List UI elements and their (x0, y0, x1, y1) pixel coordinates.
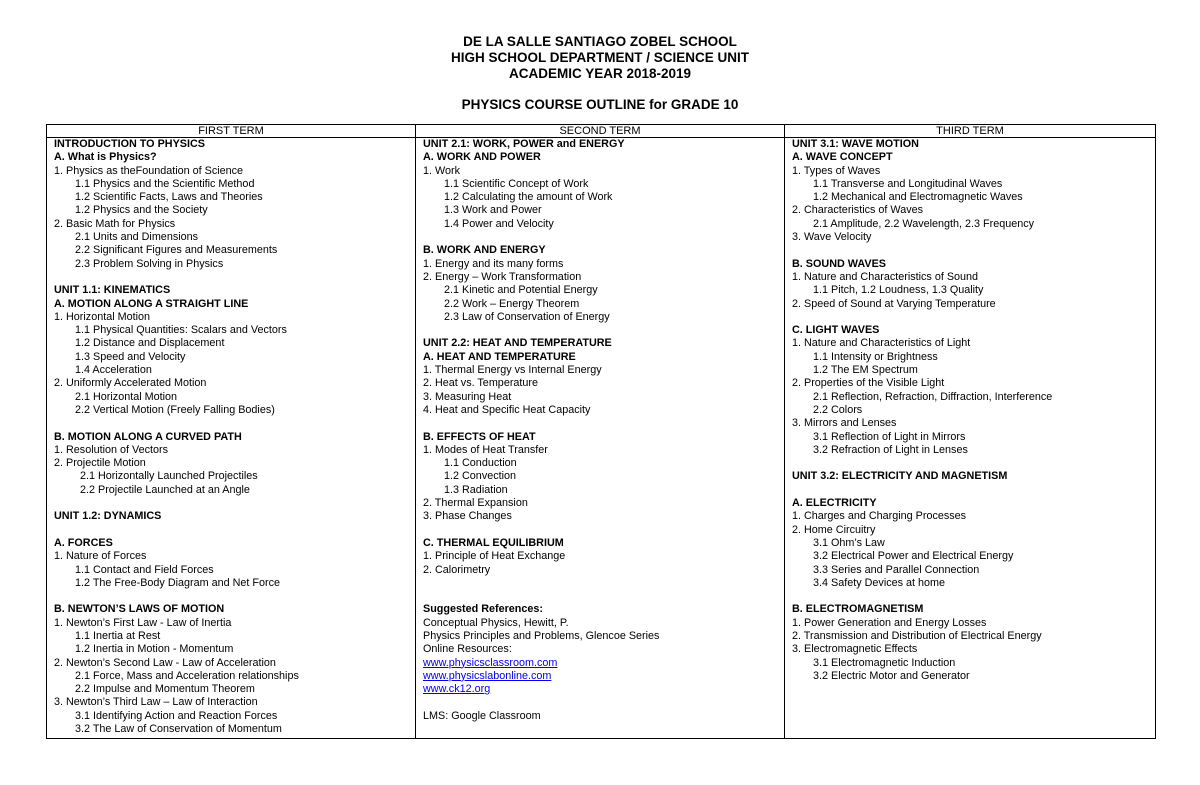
section-heading: A. WAVE CONCEPT (792, 151, 893, 164)
resource-link[interactable]: www.physicslabonline.com (423, 669, 552, 682)
section-heading: UNIT 3.2: ELECTRICITY AND MAGNETISM (792, 470, 1008, 483)
outline-line: 2. Thermal Expansion (423, 497, 528, 510)
subtopic-line: 1.3 Work and Power (444, 204, 542, 217)
subtopic-line: 2.1 Horizontally Launched Projectiles (80, 470, 258, 483)
outline-line: Online Resources: (423, 643, 512, 656)
outline-line: 4. Heat and Specific Heat Capacity (423, 403, 591, 416)
outline-line: 3. Electromagnetic Effects (792, 643, 918, 656)
subtopic-line: 2.1 Kinetic and Potential Energy (444, 284, 598, 297)
course-title: PHYSICS COURSE OUTLINE for GRADE 10 (461, 97, 739, 112)
subtopic-line: 1.4 Acceleration (75, 364, 152, 377)
spacer (792, 590, 1155, 603)
subtopic-line: 1.2 Scientific Facts, Laws and Theories (75, 191, 263, 204)
subtopic-line: 1.1 Contact and Field Forces (75, 563, 214, 576)
subtopic-line: 3.4 Safety Devices at home (813, 576, 946, 589)
section-heading: UNIT 2.2: HEAT AND TEMPERATURE (423, 337, 612, 350)
outline-line: 3. Wave Velocity (792, 231, 872, 244)
section-heading: A. HEAT AND TEMPERATURE (423, 350, 576, 363)
subtopic-line: 1.2 The Free-Body Diagram and Net Force (75, 576, 281, 589)
subtopic-line: 2.3 Problem Solving in Physics (75, 257, 224, 270)
subtopic-line: 1.1 Physics and the Scientific Method (75, 177, 255, 190)
section-heading: B. ELECTROMAGNETISM (792, 603, 924, 616)
subtopic-line: 1.2 Calculating the amount of Work (444, 191, 613, 204)
spacer (54, 271, 415, 284)
outline-line: 1. Nature and Characteristics of Light (792, 337, 971, 350)
subtopic-line: 1.1 Scientific Concept of Work (444, 177, 589, 190)
subtopic-line: 3.2 Electric Motor and Generator (813, 669, 970, 682)
outline-line: 2. Projectile Motion (54, 457, 146, 470)
subtopic-line: 1.1 Conduction (444, 457, 517, 470)
subtopic-line: 1.4 Power and Velocity (444, 217, 554, 230)
outline-line: 1. Resolution of Vectors (54, 443, 169, 456)
subtopic-line: 3.1 Electromagnetic Induction (813, 656, 956, 669)
subtopic-line: 1.3 Speed and Velocity (75, 350, 186, 363)
academic-year: ACADEMIC YEAR 2018-2019 (508, 66, 692, 81)
spacer (792, 484, 1155, 497)
resource-link[interactable]: www.physicsclassroom.com (423, 656, 558, 669)
outline-line: 1. Power Generation and Energy Losses (792, 616, 987, 629)
spacer (423, 417, 784, 430)
outline-line: 3. Mirrors and Lenses (792, 417, 897, 430)
subtopic-line: 1.3 Radiation (444, 483, 508, 496)
first-term-content (47, 138, 416, 739)
school-name: DE LA SALLE SANTIAGO ZOBEL SCHOOL (463, 34, 737, 49)
section-heading: A. WORK AND POWER (423, 151, 541, 164)
outline-line: Physics Principles and Problems, Glencoe Series (423, 629, 660, 642)
spacer (54, 590, 415, 603)
resource-link[interactable]: www.ck12.org (423, 683, 491, 696)
spacer (792, 457, 1155, 470)
outline-line: 2. Heat vs. Temperature (423, 377, 539, 390)
third-term-content (785, 138, 1156, 739)
outline-line: 2. Transmission and Distribution of Electrical Energy (792, 629, 1042, 642)
section-heading: B. MOTION ALONG A CURVED PATH (54, 430, 242, 443)
subtopic-line: 3.2 Electrical Power and Electrical Energy (813, 550, 1014, 563)
outline-line: 2. Properties of the Visible Light (792, 377, 945, 390)
section-heading: Suggested References: (423, 603, 544, 616)
spacer (423, 696, 784, 709)
outline-line: 1. Modes of Heat Transfer (423, 443, 548, 456)
outline-line: 2. Uniformly Accelerated Motion (54, 377, 207, 390)
outline-line: 3. Newton’s Third Law – Law of Interaction (54, 696, 258, 709)
section-heading: A. MOTION ALONG A STRAIGHT LINE (54, 297, 249, 310)
subtopic-line: 3.1 Reflection of Light in Mirrors (813, 430, 966, 443)
subtopic-line: 1.1 Physical Quantities: Scalars and Vectors (75, 324, 287, 337)
section-heading: B. WORK AND ENERGY (423, 244, 546, 257)
first-term-heading: FIRST TERM (47, 125, 416, 138)
third-term-heading: THIRD TERM (785, 125, 1156, 138)
outline-line: 1. Energy and its many forms (423, 257, 564, 270)
outline-line: 2. Calorimetry (423, 563, 491, 576)
subtopic-line: 1.1 Pitch, 1.2 Loudness, 1.3 Quality (813, 284, 984, 297)
outline-line: LMS: Google Classroom (423, 709, 541, 722)
outline-line: 1. Physics as theFoundation of Science (54, 164, 244, 177)
subtopic-line: 2.2 Work – Energy Theorem (444, 297, 580, 310)
section-heading: UNIT 1.2: DYNAMICS (54, 510, 162, 523)
section-heading: B. SOUND WAVES (792, 257, 886, 270)
section-heading: C. THERMAL EQUILIBRIUM (423, 536, 564, 549)
spacer (792, 311, 1155, 324)
spacer (792, 244, 1155, 257)
subtopic-line: 3.1 Identifying Action and Reaction Forces (75, 709, 278, 722)
subtopic-line: 2.3 Law of Conservation of Energy (444, 310, 610, 323)
subtopic-line: 1.1 Inertia at Rest (75, 629, 161, 642)
subtopic-line: 1.2 Inertia in Motion - Momentum (75, 643, 234, 656)
spacer (423, 590, 784, 603)
subtopic-line: 3.2 Refraction of Light in Lenses (813, 443, 968, 456)
section-heading: INTRODUCTION TO PHYSICS (54, 138, 205, 150)
subtopic-line: 2.2 Projectile Launched at an Angle (80, 483, 250, 496)
outline-line: 2. Speed of Sound at Varying Temperature (792, 297, 996, 310)
subtopic-line: 2.2 Significant Figures and Measurements (75, 244, 278, 257)
term-content-row (47, 138, 1156, 739)
section-heading: UNIT 3.1: WAVE MOTION (792, 138, 919, 150)
section-heading: A. FORCES (54, 536, 113, 549)
section-heading: B. EFFECTS OF HEAT (423, 430, 536, 443)
spacer (54, 497, 415, 510)
spacer (423, 577, 784, 590)
outline-line: 1. Work (423, 164, 460, 177)
second-term-heading: SECOND TERM (416, 125, 785, 138)
subtopic-line: 2.2 Colors (813, 403, 863, 416)
outline-line: Conceptual Physics, Hewitt, P. (423, 616, 569, 629)
subtopic-line: 2.1 Amplitude, 2.2 Wavelength, 2.3 Frequency (813, 217, 1035, 230)
outline-line: 2. Basic Math for Physics (54, 217, 176, 230)
outline-line: 1. Horizontal Motion (54, 310, 151, 323)
course-outline-table (46, 124, 1156, 739)
document-header (0, 34, 1200, 113)
spacer (54, 524, 415, 537)
outline-line: 2. Characteristics of Waves (792, 204, 924, 217)
subtopic-line: 1.2 Distance and Displacement (75, 337, 225, 350)
subtopic-line: 1.1 Intensity or Brightness (813, 350, 938, 363)
outline-line: 2. Home Circuitry (792, 523, 876, 536)
spacer (54, 417, 415, 430)
department-name: HIGH SCHOOL DEPARTMENT / SCIENCE UNIT (450, 50, 749, 65)
section-heading: A. What is Physics? (54, 151, 157, 164)
spacer (423, 231, 784, 244)
section-heading: C. LIGHT WAVES (792, 324, 880, 337)
outline-line: 1. Principle of Heat Exchange (423, 550, 566, 563)
subtopic-line: 3.2 The Law of Conservation of Momentum (75, 723, 282, 736)
outline-line: 2. Energy – Work Transformation (423, 270, 582, 283)
subtopic-line: 2.2 Impulse and Momentum Theorem (75, 683, 255, 696)
subtopic-line: 1.2 Physics and the Society (75, 204, 208, 217)
outline-line: 3. Measuring Heat (423, 390, 512, 403)
outline-line: 1. Thermal Energy vs Internal Energy (423, 364, 602, 377)
subtopic-line: 1.1 Transverse and Longitudinal Waves (813, 177, 1003, 190)
subtopic-line: 1.2 The EM Spectrum (813, 364, 918, 377)
section-heading: A. ELECTRICITY (792, 497, 877, 510)
section-heading: UNIT 2.1: WORK, POWER and ENERGY (423, 138, 625, 150)
section-heading: UNIT 1.1: KINEMATICS (54, 284, 171, 297)
outline-line: 2. Newton’s Second Law - Law of Acceleration (54, 656, 276, 669)
spacer (423, 524, 784, 537)
outline-line: 1. Types of Waves (792, 164, 881, 177)
section-heading: B. NEWTON’S LAWS OF MOTION (54, 603, 225, 616)
outline-line: 1. Nature of Forces (54, 550, 147, 563)
spacer (423, 324, 784, 337)
outline-line: 1. Charges and Charging Processes (792, 510, 967, 523)
subtopic-line: 2.2 Vertical Motion (Freely Falling Bodies) (75, 403, 275, 416)
subtopic-line: 2.1 Horizontal Motion (75, 390, 178, 403)
subtopic-line: 1.2 Mechanical and Electromagnetic Waves (813, 191, 1023, 204)
subtopic-line: 2.1 Units and Dimensions (75, 231, 199, 244)
outline-line: 3. Phase Changes (423, 510, 512, 523)
subtopic-line: 2.1 Reflection, Refraction, Diffraction, Interference (813, 390, 1053, 403)
subtopic-line: 3.1 Ohm’s Law (813, 536, 885, 549)
outline-line: 1. Nature and Characteristics of Sound (792, 270, 979, 283)
subtopic-line: 1.2 Convection (444, 470, 517, 483)
second-term-content (416, 138, 785, 739)
subtopic-line: 3.3 Series and Parallel Connection (813, 563, 980, 576)
term-header-row (47, 125, 1156, 138)
outline-line: 1. Newton’s First Law - Law of Inertia (54, 616, 232, 629)
subtopic-line: 2.1 Force, Mass and Acceleration relationships (75, 669, 299, 682)
